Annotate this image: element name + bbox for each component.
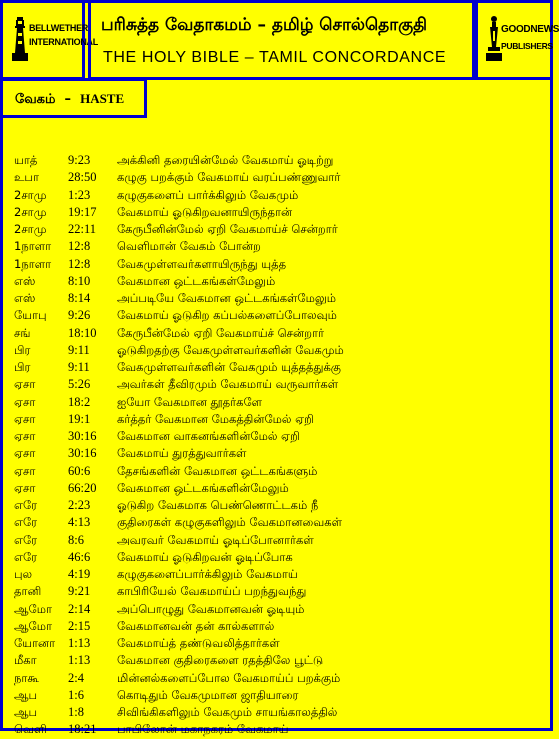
lighthouse-icon <box>12 17 28 61</box>
entry-reference: 18:2 <box>68 394 91 409</box>
entry-reference: 60:6 <box>68 463 91 478</box>
entry-text: மின்னல்களைப்போல வேகமாய்ப் பறக்கும் <box>117 670 341 685</box>
entry-reference: 18:21 <box>68 722 97 737</box>
entry-reference: 28:50 <box>68 170 97 185</box>
entry-text: வேகமாய் ஓடுகிற கப்பல்களைப்போலவும் <box>117 308 337 323</box>
entry-text: வேகமான குதிரைகளை ரதத்திலே பூட்டு <box>117 653 324 668</box>
entry-book: எரே <box>14 498 38 512</box>
entry-book: 2சாமு <box>14 204 47 219</box>
entry-book: சங் <box>14 325 31 340</box>
concordance-entry <box>14 325 544 342</box>
concordance-entry <box>14 463 544 480</box>
title-box <box>88 0 475 80</box>
goodnews-logo-box <box>475 0 559 80</box>
entry-reference: 9:23 <box>68 153 91 167</box>
entry-text: வேகமான வாகனங்களின்மேல் ஏறி <box>117 429 300 443</box>
concordance-entry <box>14 221 544 238</box>
bellwether-logo <box>9 13 98 71</box>
entry-book: 2சாமு <box>14 222 47 236</box>
entry-text: வேகமான ஒட்டகங்கள்மேலும் <box>117 273 276 288</box>
entry-reference: 2:4 <box>68 670 84 685</box>
entry-book: ஆப <box>14 687 38 702</box>
entry-reference: 8:10 <box>68 273 91 288</box>
entry-text: அவரவர் வேகமாய் ஓடிப்போனார்கள் <box>117 532 314 547</box>
entry-text: வேகமுள்ளவர்களின் வேகமும் யுத்தத்துக்கு <box>117 360 341 374</box>
entry-text: கொடிதும் வேகமுமான ஜாதியாரை <box>117 687 299 702</box>
entry-book: ஏசா <box>14 394 36 409</box>
entry-text: வேகமாய் ஓடுகிறவன் ஓடிப்போக <box>117 549 293 564</box>
entry-book: எஸ் <box>14 291 36 305</box>
entry-reference: 1:13 <box>68 653 91 668</box>
entry-reference: 9:26 <box>68 308 91 323</box>
concordance-entry <box>14 359 544 376</box>
entry-text: அப்படியே வேகமான ஒட்டகங்கள்மேலும் <box>117 291 336 305</box>
entry-book: ஏசா <box>14 377 36 392</box>
entry-book: எரே <box>14 549 38 564</box>
concordance-entry <box>14 480 544 497</box>
concordance-entry <box>14 256 544 273</box>
entry-book: 2சாமு <box>14 187 47 202</box>
entry-book: உபா <box>14 170 39 185</box>
entry-text: வேகமாய் ஓடுகிறவனாயிருந்தான் <box>117 204 293 219</box>
entry-book: ஆமோ <box>14 601 52 616</box>
entry-text: ஓடுகிற வேகமாக பெண்ணொட்டகம் நீ <box>117 498 319 512</box>
concordance-entry <box>14 566 544 583</box>
concordance-entry <box>14 601 544 618</box>
headword-box <box>0 78 147 118</box>
lamp-icon <box>486 15 502 61</box>
concordance-entry <box>14 169 544 186</box>
concordance-entry <box>14 583 544 600</box>
headword <box>15 91 124 108</box>
entry-reference: 1:8 <box>68 705 84 719</box>
concordance-entry <box>14 290 544 307</box>
entry-book: 1நாளா <box>14 239 52 254</box>
entry-reference: 19:17 <box>68 204 97 219</box>
concordance-entry <box>14 721 544 738</box>
bellwether-logo-box <box>0 0 98 80</box>
entry-reference: 8:14 <box>68 291 91 305</box>
entry-book: ஏசா <box>14 429 36 443</box>
entry-reference: 18:10 <box>68 325 97 340</box>
entry-reference: 12:8 <box>68 256 91 271</box>
headword-separator: – <box>64 92 72 107</box>
entry-book: ஆமோ <box>14 618 52 633</box>
headword-english: HASTE <box>80 91 125 106</box>
entry-book: வெளி <box>14 722 47 737</box>
concordance-entry <box>14 635 544 652</box>
concordance-entry <box>14 342 544 359</box>
concordance-entry <box>14 618 544 635</box>
concordance-entry <box>14 204 544 221</box>
concordance-entry <box>14 687 544 704</box>
concordance-entry <box>14 445 544 462</box>
concordance-entry <box>14 532 544 549</box>
entry-text: வெளிமான் வேகம் போன்ற <box>117 239 261 254</box>
concordance-entry <box>14 187 544 204</box>
entry-book: யோபு <box>14 308 47 323</box>
entry-text: ஓடுகிறதற்கு வேகமுள்ளவர்களின் வேகமும் <box>117 342 344 357</box>
goodnews-logo <box>484 13 559 71</box>
entry-reference: 9:21 <box>68 584 91 599</box>
entry-text: சிவிங்கிகளிலும் வேகமும் சாயங்காலத்தில் <box>117 705 338 719</box>
entry-reference: 8:6 <box>68 532 84 547</box>
concordance-entry <box>14 376 544 393</box>
entry-text: வேகமானவன் தன் கால்களால் <box>117 618 275 633</box>
entry-reference: 4:13 <box>68 515 91 530</box>
entry-reference: 66:20 <box>68 480 97 495</box>
entry-reference: 5:26 <box>68 377 91 392</box>
entry-text: அப்பொழுது வேகமானவன் ஓடியும் <box>117 601 305 616</box>
entry-reference: 22:11 <box>68 222 97 236</box>
entry-reference: 1:13 <box>68 636 91 650</box>
entry-text: கழுகுகளைப் பார்க்கிலும் வேகமும் <box>117 187 299 202</box>
entry-reference: 4:19 <box>68 567 91 581</box>
entry-book: எரே <box>14 515 38 530</box>
entry-text: கழுகுகளைப்பார்க்கிலும் வேகமாய் <box>117 567 298 581</box>
title-english: THE HOLY BIBLE – TAMIL CONCORDANCE <box>103 49 447 66</box>
title-tamil: பரிசுத்த வேதாகமம் – தமிழ் சொல்தொகுதி <box>101 15 428 35</box>
entry-reference: 2:14 <box>68 601 91 616</box>
goodnews-logo-line1: GOODNEWS <box>501 24 559 35</box>
entry-text: வேகமுள்ளவர்களாயிருந்து யுத்த <box>117 256 287 271</box>
entry-book: 1நாளா <box>14 256 52 271</box>
entry-text: காபிரியேல் வேகமாய்ப் பறந்துவந்து <box>117 584 307 599</box>
entry-reference: 19:1 <box>68 411 91 426</box>
entry-book: ஏசா <box>14 480 36 495</box>
entry-reference: 30:16 <box>68 429 97 443</box>
entry-book: ஏசா <box>14 411 36 426</box>
entry-text: வேகமான ஒட்டகங்களின்மேலும் <box>117 480 289 495</box>
entry-reference: 2:15 <box>68 618 91 633</box>
entry-book: நாகூ <box>14 670 39 685</box>
bellwether-logo-line2: INTERNATIONAL <box>29 37 98 47</box>
entry-book: புல <box>14 567 33 581</box>
entry-book: மீகா <box>14 653 37 668</box>
entry-text: கழுகு பறக்கும் வேகமாய் வரப்பண்ணுவார் <box>117 170 341 185</box>
concordance-entry <box>14 652 544 669</box>
entry-book: எரே <box>14 532 38 547</box>
headword-tamil: வேகம் <box>15 92 56 107</box>
goodnews-logo-line2: PUBLISHERS <box>501 41 553 51</box>
entry-book: யோனா <box>14 636 56 650</box>
entry-text: வேகமாய்த் தண்டுவலித்தார்கள் <box>117 636 280 650</box>
entry-text: கேருபீனின்மேல் ஏறி வேகமாய்ச் சென்றார் <box>117 222 338 236</box>
entry-reference: 9:11 <box>68 342 90 357</box>
entry-text: அவர்கள் தீவிரமும் வேகமாய் வருவார்கள் <box>117 377 339 392</box>
entry-text: அக்கினி தரையின்மேல் வேகமாய் ஓடிற்று <box>117 153 334 167</box>
entry-text: கேருபீன்மேல் ஏறி வேகமாய்ச் சென்றார் <box>117 325 324 340</box>
concordance-entry <box>14 238 544 255</box>
entry-text: குதிரைகள் கழுகுகளிலும் வேகமானவைகள் <box>117 515 342 530</box>
concordance-entry <box>14 394 544 411</box>
entry-reference: 12:8 <box>68 239 91 254</box>
entry-book: யாத் <box>14 153 38 167</box>
entry-reference: 1:6 <box>68 687 84 702</box>
entry-reference: 2:23 <box>68 498 91 512</box>
entry-book: ஏசா <box>14 446 36 461</box>
entry-text: ஐயோ வேகமான தூதர்களே <box>117 394 263 409</box>
entry-reference: 1:23 <box>68 187 91 202</box>
concordance-entry <box>14 549 544 566</box>
entry-reference: 30:16 <box>68 446 97 461</box>
bellwether-logo-line1: BELLWETHER <box>29 23 88 33</box>
entry-text: வேகமாய் துரத்துவார்கள் <box>117 446 247 461</box>
entry-book: எஸ் <box>14 273 36 288</box>
concordance-entry <box>14 152 544 169</box>
concordance-entry <box>14 514 544 531</box>
concordance-entry <box>14 428 544 445</box>
entry-text: தேசங்களின் வேகமான ஒட்டகங்களும் <box>117 463 318 478</box>
entry-book: ஏசா <box>14 463 36 478</box>
entry-text: பாபிலோன் மகாநகரம் வேகமாய் <box>117 722 289 737</box>
concordance-entry <box>14 273 544 290</box>
entry-text: கர்த்தர் வேகமான மேகத்தின்மேல் ஏறி <box>117 411 314 426</box>
concordance-entry <box>14 704 544 721</box>
entry-reference: 9:11 <box>68 360 90 374</box>
concordance-entry <box>14 670 544 687</box>
entry-book: தானி <box>14 584 42 599</box>
entry-book: பிர <box>14 342 31 357</box>
entry-book: பிர <box>14 360 31 374</box>
concordance-entry <box>14 411 544 428</box>
entry-book: ஆப <box>14 705 38 719</box>
concordance-entry <box>14 497 544 514</box>
entry-reference: 46:6 <box>68 549 91 564</box>
concordance-entry <box>14 307 544 324</box>
concordance-list <box>14 152 544 739</box>
